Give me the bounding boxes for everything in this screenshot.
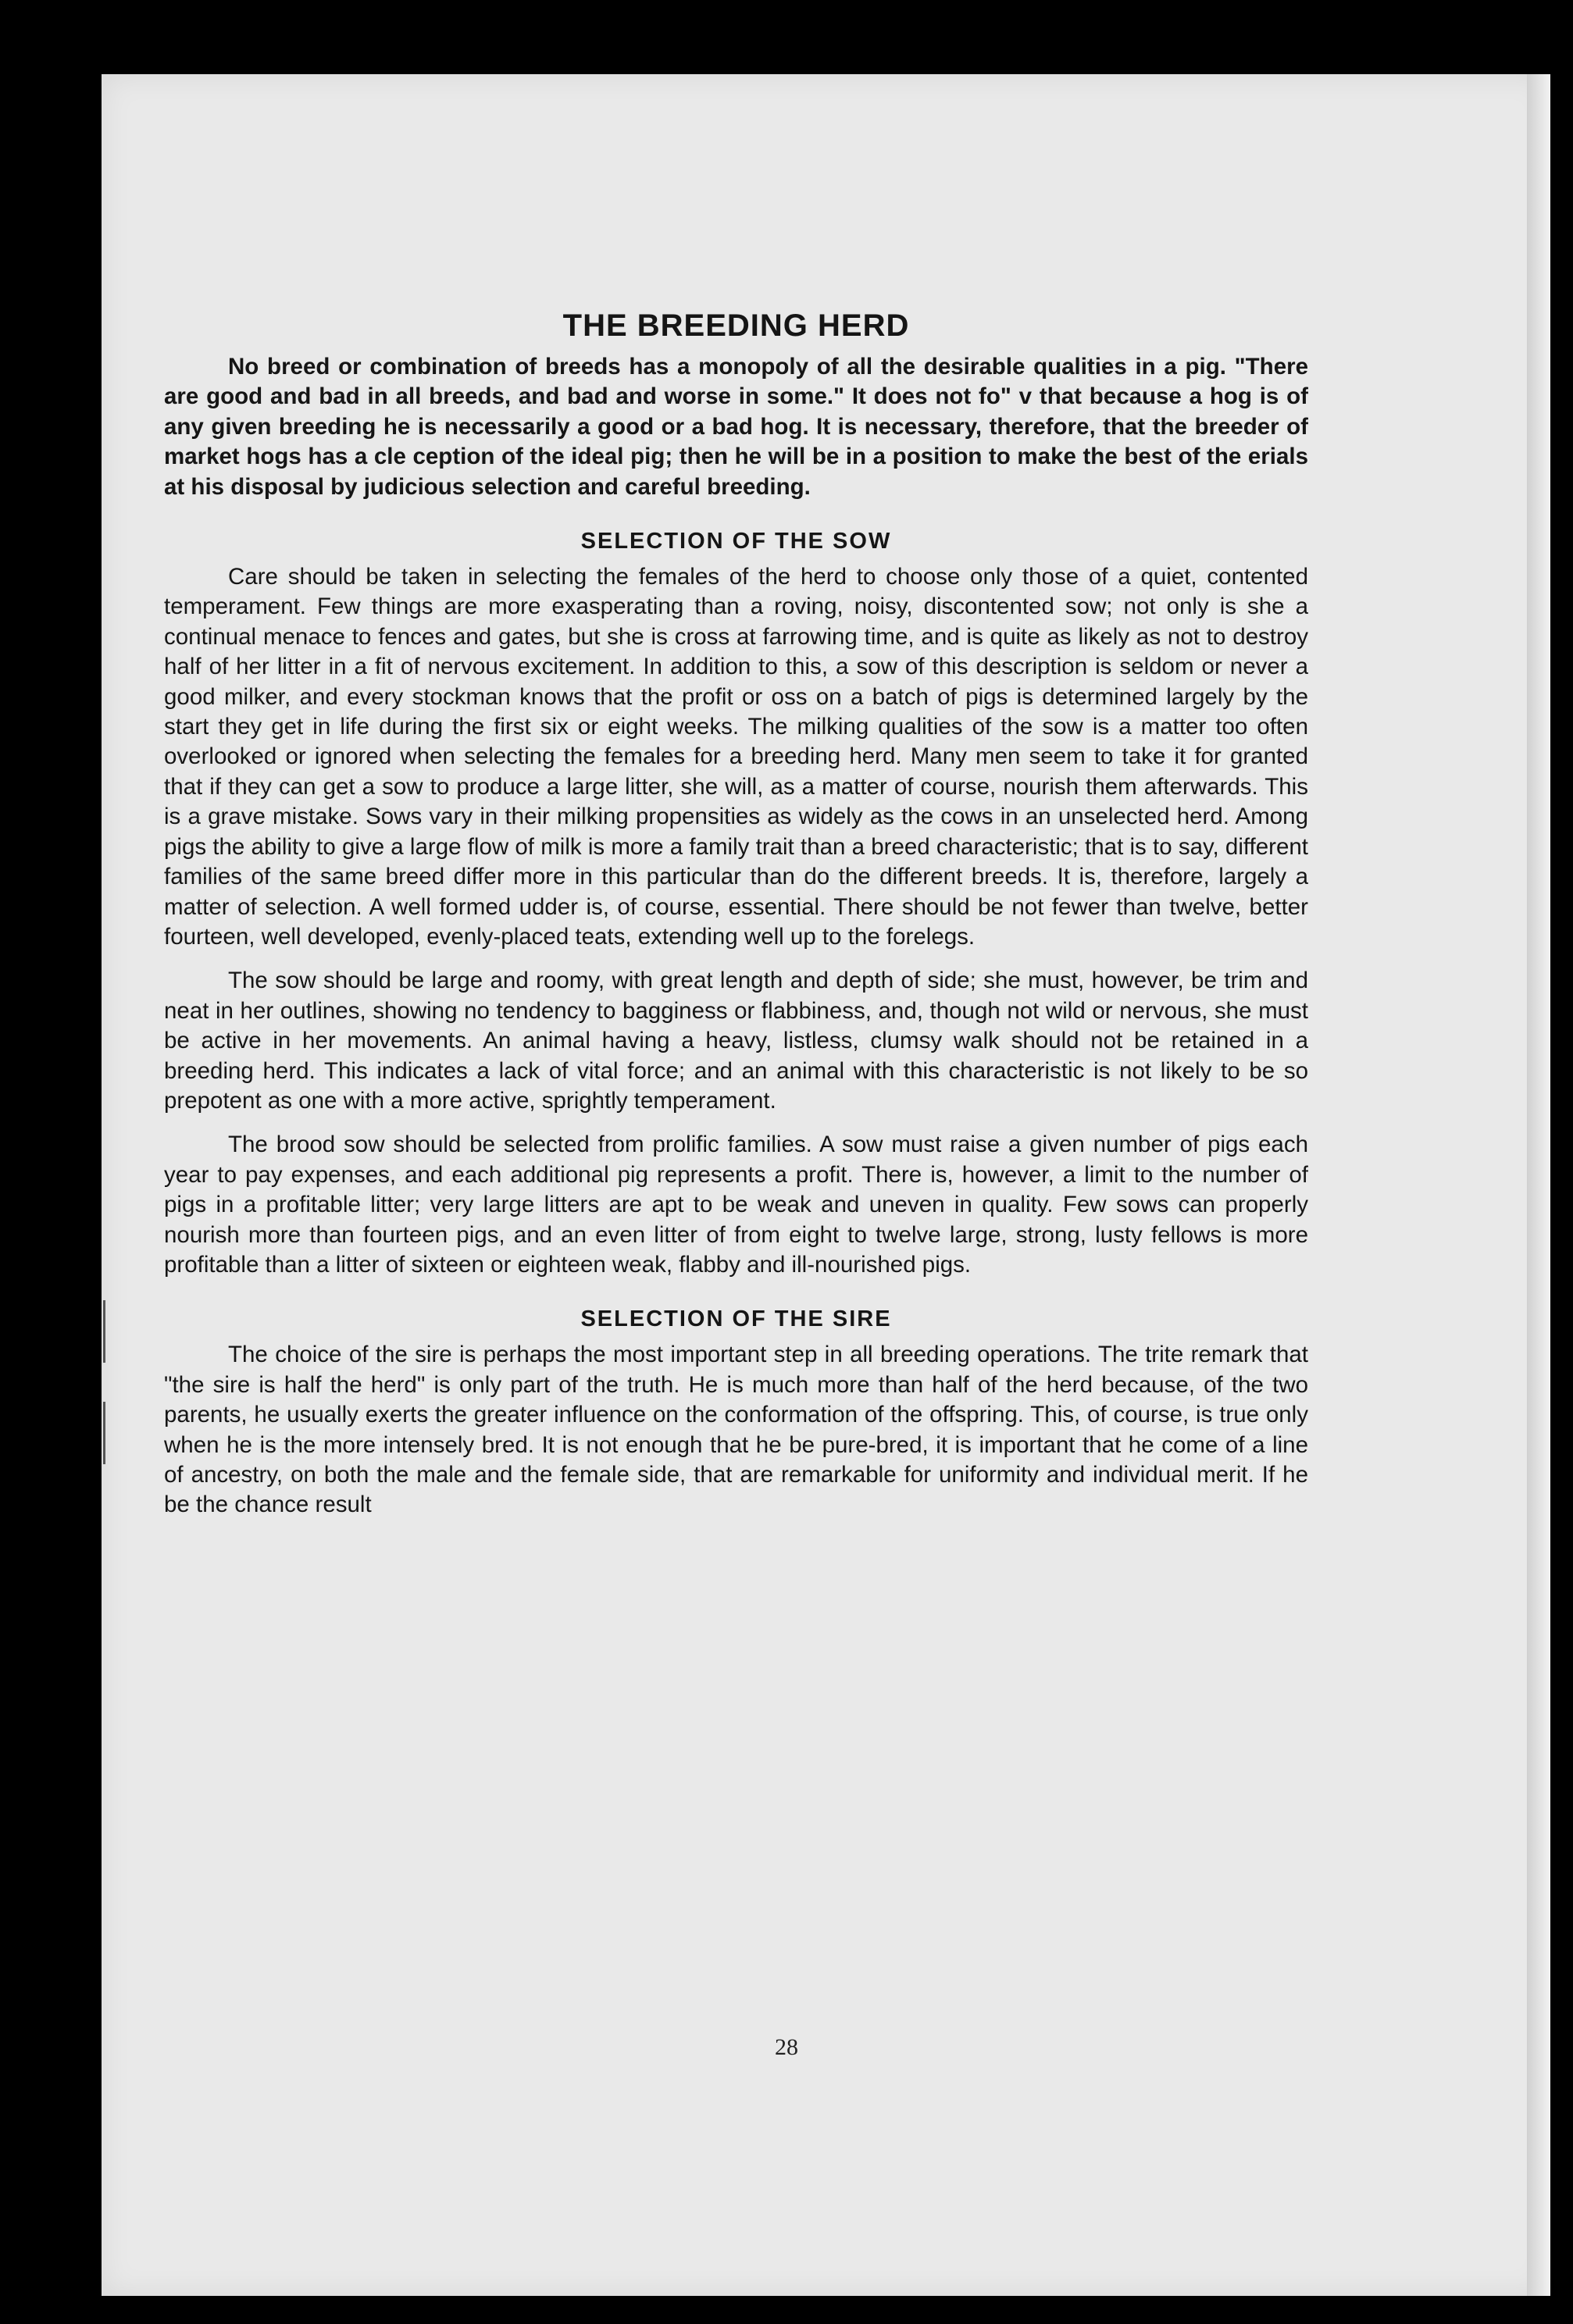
binding-mark (103, 1300, 105, 1363)
binding-mark (103, 1402, 105, 1464)
sire-paragraph-1: The choice of the sire is perhaps the most important step in all breeding operations. The trite remark that "the sire is half the herd" is only part of the truth. He is much more than half of the herd because, of the two parents, he usually exerts the greater influence on the conformation of the offspring. This, of course, is true only when he is the more intensely bred. It is not enough that he be pure-bred, it is important that he come of a line of ancestry, on both the male and the female side, that are remarkable for uniformity and individual merit. If he be the chance result (164, 1342, 1308, 1518)
section-heading-sire: SELECTION OF THE SIRE (580, 1306, 892, 1332)
document-body (164, 308, 1308, 1534)
page-edge-shadow (1527, 74, 1550, 2296)
page-number: 28 (775, 2034, 798, 2060)
sow-paragraph-1: Care should be taken in selecting the females of the herd to choose only those of a quiet, contented temperament. Few things are more exasperating than a roving, noisy, discontented sow; not only is she a continual menace to fences and gates, but she is cross at farrowing time, and is quite as likely as not to destroy half of her litter in a fit of nervous excitement. In addition to this, a sow of this description is seldom or never a good milker, and every stockman knows that the profit or oss on a batch of pigs is determined largely by the start they get in life during the first six or eight weeks. The milking qualities of the sow is a matter too often overlooked or ignored when selecting the females for a breeding herd. Many men seem to take it for granted that if they can get a sow to produce a large litter, she will, as a matter of course, nourish them afterwards. This is a grave mistake. Sows vary in their milking propensities as widely as the cows in an unselected herd. Among pigs the ability to give a large flow of milk is more a family trait than a breed characteristic; that is to say, different families of the same breed differ more in this particular than do the different breeds. It is, therefore, largely a matter of selection. A well formed udder is, of course, essential. There should be not fewer than twelve, better fourteen, well developed, evenly-placed teats, extending well up to the forelegs. (164, 564, 1308, 950)
sow-paragraph-3: The brood sow should be selected from prolific families. A sow must raise a given number of pigs each year to pay expenses, and each additional pig represents a profit. There is, however, a limit to the number of pigs in a profitable litter; very large litters are apt to be weak and uneven in quality. Few sows can properly nourish more than fourteen pigs, and an even litter of from eight to twelve large, strong, lusty fellows is more profitable than a litter of sixteen or eighteen weak, flabby and ill-nourished pigs. (164, 1132, 1308, 1278)
sow-paragraph-2: The sow should be large and roomy, with great length and depth of side; she must, however, be trim and neat in her outlines, showing no tendency to bagginess or flabbiness, and, though not wild or nervous, she must be active in her movements. An animal having a heavy, listless, clumsy walk should not be retained in a breeding herd. This indicates a lack of vital force; and an animal with this characteristic is not likely to be so prepotent as one with a more active, sprightly temperament. (164, 968, 1308, 1114)
intro-paragraph: No breed or combination of breeds has a monopoly of all the desirable qualities in a pig. "There are good and bad in all breeds, and bad and worse in some." It does not fo" v that because a hog is of any given breeding he is necessarily a good or a bad hog. It is necessary, therefore, that the breeder of market hogs has a cle ception of the ideal pig; then he will be in a position to make the best of the erials at his disposal by judicious selection and careful breeding. (164, 354, 1308, 500)
section-heading-sow: SELECTION OF THE SOW (580, 529, 892, 554)
document-title: THE BREEDING HERD (562, 308, 910, 343)
